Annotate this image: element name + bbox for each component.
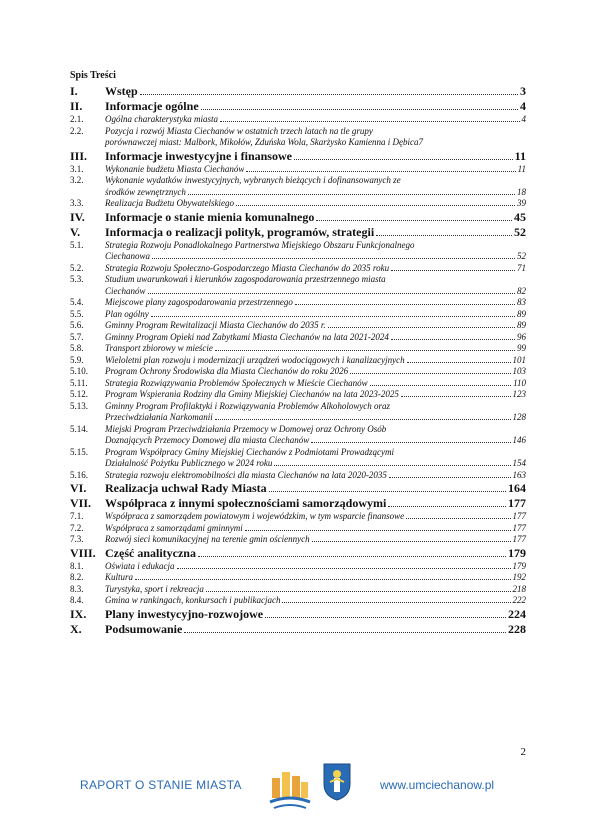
toc-entry[interactable] — [70, 309, 526, 321]
toc-entry-title: Rozwój sieci komunikacyjnej na terenie gmin ościennych — [105, 534, 310, 544]
toc-entry[interactable] — [70, 534, 526, 546]
toc-entry-title: Oświata i edukacja — [105, 560, 175, 571]
toc-chapter[interactable] — [70, 210, 526, 225]
toc-entry-title: Strategia Rozwoju Społeczno-Gospodarczego Miasta Ciechanów do 2035 roku — [105, 262, 390, 273]
toc-entry[interactable] — [70, 424, 526, 447]
toc-entry-title: Realizacja Budżetu Obywatelskiego — [105, 198, 234, 208]
toc-entry-page: 222 — [512, 595, 526, 605]
toc-entry-page: 179 — [512, 560, 526, 571]
page-number: 2 — [520, 746, 526, 758]
toc-entry[interactable] — [70, 561, 526, 573]
toc-entry-title: Plany inwestycyjno-rozwojowe — [105, 606, 264, 621]
toc-entry-title-line: Przeciwdziałania Narkomanii — [105, 412, 213, 422]
dot-leader — [391, 270, 515, 271]
toc-entry-number: 5.15. — [70, 446, 88, 457]
toc-entry-page: 177 — [512, 522, 526, 533]
toc-entry[interactable] — [70, 355, 526, 367]
toc-entry[interactable] — [70, 389, 526, 401]
coat-of-arms-icon — [322, 762, 352, 802]
toc-entry-page: 103 — [512, 366, 526, 376]
toc-entry-page: 7 — [418, 137, 423, 147]
dot-leader — [245, 530, 511, 531]
toc-entry-page: 164 — [508, 481, 526, 495]
toc-entry-title: Gminny Program Rewitalizacji Miasta Ciechanów do 2035 r. — [105, 320, 326, 330]
toc-entry-number: 3.2. — [70, 175, 84, 185]
toc-entry-number: 5.2. — [70, 262, 84, 273]
toc-entry[interactable] — [70, 470, 526, 482]
toc-entry-title: Strategia rozwoju elektromobilności dla miasta Ciechanów na lata 2020-2035 — [105, 469, 387, 480]
toc-entry-title: Informacja o realizacji polityk, programów, strategii — [105, 224, 375, 239]
toc-entry[interactable] — [70, 511, 526, 523]
dot-leader — [206, 591, 511, 592]
dot-leader — [236, 205, 515, 206]
toc-entry-page: 99 — [517, 343, 526, 353]
toc-entry-page: 123 — [512, 389, 526, 399]
dot-leader — [198, 556, 506, 557]
toc-entry[interactable] — [70, 164, 526, 176]
toc-chapter[interactable] — [70, 546, 526, 561]
toc-entry-title-line: Wykonanie wydatków inwestycyjnych, wybranych bieżących i dofinansowanych ze — [105, 175, 401, 185]
toc-entry-title: Turystyka, sport i rekreacja — [105, 583, 204, 594]
toc-entry-title-line: Doznających Przemocy Domowej dla miasta Ciechanów — [105, 435, 310, 445]
dot-leader — [140, 94, 518, 95]
toc-chapter[interactable] — [70, 607, 526, 622]
table-of-contents — [70, 84, 526, 637]
toc-entry-number: 2.1. — [70, 114, 84, 124]
toc-entry-title-line: Miejski Program Przeciwdziałania Przemocy w Domowej oraz Ochrony Osób — [105, 423, 387, 434]
toc-chapter[interactable] — [70, 84, 526, 99]
toc-entry-page: 52 — [517, 251, 526, 261]
toc-entry-number: III. — [70, 148, 88, 163]
toc-chapter[interactable] — [70, 622, 526, 637]
toc-entry[interactable] — [70, 595, 526, 607]
toc-entry-title: Informacje inwestycyjne i finansowe — [105, 148, 292, 163]
toc-entry-page: 89 — [517, 320, 526, 330]
dot-leader — [316, 220, 512, 221]
dot-leader — [328, 327, 515, 328]
dot-leader — [294, 159, 513, 160]
toc-entry-number: 5.14. — [70, 423, 88, 434]
toc-entry-page: 83 — [517, 297, 526, 307]
toc-entry[interactable] — [70, 447, 526, 470]
toc-chapter[interactable] — [70, 99, 526, 114]
dot-leader — [151, 316, 515, 317]
toc-entry[interactable] — [70, 297, 526, 309]
dot-leader — [295, 304, 515, 305]
toc-entry[interactable] — [70, 366, 526, 378]
footer — [0, 760, 594, 820]
toc-entry-number: II. — [70, 99, 83, 113]
toc-entry-number: 5.6. — [70, 320, 84, 330]
toc-entry-title-line: porównawczej miast: Malbork, Mikołów, Zduńska Wola, Skarżysko Kamienna i Dębica — [105, 137, 419, 147]
dot-leader — [246, 171, 515, 172]
dot-leader — [376, 235, 512, 236]
toc-entry-page: 52 — [514, 224, 526, 239]
toc-entry-page: 45 — [514, 209, 526, 224]
toc-entry-number: VIII. — [70, 545, 96, 560]
toc-entry-number: 5.16. — [70, 469, 88, 480]
toc-entry-title-line: Strategia Rozwoju Ponadlokalnego Partnerstwa Miejskiego Obszaru Funkcjonalnego — [105, 239, 415, 250]
dot-leader — [389, 477, 511, 478]
toc-entry-number: 8.3. — [70, 583, 84, 594]
toc-entry-title: Wieloletni plan rozwoju i modernizacji urządzeń wodociągowych i kanalizacyjnych — [105, 354, 405, 365]
dot-leader — [188, 194, 515, 195]
toc-entry-title: Wstęp — [105, 84, 138, 98]
toc-entry[interactable] — [70, 523, 526, 535]
toc-entry-title: Program Ochrony Środowiska dla Miasta Ciechanów do roku 2026 — [105, 366, 349, 376]
toc-entry-page: 110 — [513, 377, 526, 388]
toc-entry-title: Plan ogólny — [105, 308, 149, 319]
toc-entry-page: 228 — [508, 621, 526, 636]
dot-leader — [269, 491, 506, 492]
toc-entry-title-line: Pozycja i rozwój Miasta Ciechanów w ostatnich trzech latach na tle grupy — [105, 125, 373, 136]
toc-entry-number: IX. — [70, 606, 87, 621]
toc-entry-number: IV. — [70, 209, 85, 224]
toc-entry-number: 5.12. — [70, 389, 88, 399]
toc-entry-number: 5.9. — [70, 354, 84, 365]
toc-entry-number: 5.8. — [70, 343, 84, 353]
toc-entry-page: 154 — [512, 458, 526, 468]
toc-entry-page: 179 — [508, 545, 526, 560]
dot-leader — [391, 339, 515, 340]
toc-entry-page: 89 — [517, 308, 526, 319]
toc-entry-number: VII. — [70, 496, 92, 510]
toc-entry-number: 7.1. — [70, 511, 84, 521]
toc-entry-page: 177 — [512, 511, 526, 521]
toc-entry[interactable] — [70, 126, 526, 149]
dot-leader — [265, 617, 506, 618]
toc-entry[interactable] — [70, 175, 526, 198]
toc-entry-number: 5.5. — [70, 308, 84, 319]
toc-entry[interactable] — [70, 263, 526, 275]
toc-entry-number: 7.2. — [70, 522, 84, 533]
dot-leader — [152, 258, 515, 259]
toc-entry[interactable] — [70, 584, 526, 596]
toc-entry-title-line: Ciechanów — [105, 285, 146, 296]
toc-entry-title: Część analityczna — [105, 545, 196, 560]
toc-entry-title: Informacje ogólne — [105, 99, 199, 113]
footer-report-title: RAPORT O STANIE MIASTA — [80, 778, 242, 792]
toc-entry-page: 18 — [517, 186, 526, 197]
toc-entry-number: 2.2. — [70, 125, 84, 136]
dot-leader — [311, 442, 510, 443]
toc-entry-title-line: Studium uwarunkowań i kierunków zagospodarowania przestrzennego miasta — [105, 274, 386, 284]
toc-entry[interactable] — [70, 240, 526, 263]
toc-entry-number: 8.1. — [70, 560, 84, 571]
toc-entry-page: 96 — [517, 331, 526, 342]
toc-chapter[interactable] — [70, 149, 526, 164]
toc-entry-title: Kultura — [105, 572, 134, 582]
toc-entry-page: 177 — [512, 534, 526, 544]
toc-entry-page: 4 — [521, 114, 526, 124]
toc-entry-page: 3 — [520, 84, 526, 98]
toc-entry-page: 224 — [508, 606, 526, 621]
dot-leader — [184, 632, 506, 633]
toc-entry-page: 163 — [512, 469, 526, 480]
toc-entry-page: 39 — [517, 198, 526, 208]
toc-entry-page: 101 — [512, 354, 526, 365]
toc-entry-title: Współpraca z samorządem powiatowym i wojewódzkim, w tym wsparcie finansowe — [105, 511, 405, 521]
toc-entry-number: 5.4. — [70, 297, 84, 307]
toc-chapter[interactable] — [70, 225, 526, 240]
dot-leader — [350, 373, 510, 374]
toc-entry[interactable] — [70, 378, 526, 390]
toc-entry-number: 5.7. — [70, 331, 84, 342]
toc-entry-title-line: Ciechanowa — [105, 251, 150, 261]
dot-leader — [177, 568, 511, 569]
dot-leader — [370, 385, 512, 386]
toc-entry-number: 5.13. — [70, 400, 88, 411]
toc-entry-title-line: środków zewnętrznych — [105, 186, 186, 197]
city-logo-icon — [268, 764, 312, 812]
toc-entry-page: 82 — [517, 285, 526, 296]
toc-entry-number: 8.2. — [70, 572, 84, 582]
toc-entry-page: 146 — [512, 435, 526, 445]
toc-entry-number: 5.11. — [70, 377, 88, 388]
dot-leader — [406, 518, 510, 519]
toc-entry-page: 177 — [508, 496, 526, 510]
dot-leader — [220, 121, 520, 122]
toc-entry-page: 11 — [514, 148, 526, 163]
dot-leader — [312, 541, 511, 542]
toc-entry[interactable] — [70, 332, 526, 344]
toc-entry-title: Transport zbiorowy w mieście — [105, 343, 213, 353]
dot-leader — [201, 109, 518, 110]
toc-entry-title: Program Wspierania Rodziny dla Gminy Miejskiej Ciechanów na lata 2023-2025 — [105, 389, 399, 399]
toc-entry-title: Współpraca z innymi społecznościami samorządowymi — [105, 496, 387, 510]
toc-entry-number: V. — [70, 224, 81, 239]
dot-leader — [388, 506, 506, 507]
toc-entry-number: I. — [70, 84, 78, 98]
toc-entry[interactable] — [70, 114, 526, 126]
toc-entry-title: Miejscowe plany zagospodarowania przestrzennego — [105, 297, 293, 307]
toc-entry[interactable] — [70, 572, 526, 584]
toc-entry-title: Podsumowanie — [105, 621, 183, 636]
toc-entry-number: X. — [70, 621, 82, 636]
toc-entry-title: Gmina w rankingach, konkursach i publikacjach — [105, 595, 281, 605]
toc-entry[interactable] — [70, 343, 526, 355]
dot-leader — [274, 465, 510, 466]
dot-leader — [135, 579, 510, 580]
toc-entry-title: Strategia Rozwiązywania Problemów Społecznych w Mieście Ciechanów — [105, 377, 368, 388]
dot-leader — [148, 293, 516, 294]
toc-title: Spis Treści — [70, 70, 116, 81]
toc-entry-number: 3.1. — [70, 163, 84, 174]
dot-leader — [282, 602, 510, 603]
toc-entry-number: 7.3. — [70, 534, 84, 544]
toc-entry-number: 8.4. — [70, 595, 84, 605]
toc-entry-page: 71 — [517, 262, 526, 273]
dot-leader — [407, 362, 511, 363]
toc-entry[interactable] — [70, 274, 526, 297]
toc-entry-title: Współpraca z samorządami gminnymi — [105, 522, 243, 533]
toc-entry-title-line: Gminny Program Profilaktyki i Rozwiązywania Problemów Alkoholowych oraz — [105, 400, 391, 411]
toc-entry-page: 128 — [512, 412, 526, 422]
toc-entry-title: Gminny Program Opieki nad Zabytkami Miasta Ciechanów na lata 2021-2024 — [105, 331, 389, 342]
toc-entry[interactable] — [70, 401, 526, 424]
toc-entry-number: 3.3. — [70, 198, 84, 208]
toc-entry[interactable] — [70, 198, 526, 210]
toc-entry-title-line: Działalność Pożytku Publicznego w 2024 roku — [105, 458, 273, 468]
toc-entry-page: 11 — [517, 163, 526, 174]
toc-entry-number: 5.3. — [70, 274, 84, 284]
toc-entry-page: 192 — [512, 572, 526, 582]
toc-entry-number: 5.10. — [70, 366, 88, 376]
toc-chapter[interactable] — [70, 481, 526, 496]
footer-website[interactable]: www.umciechanow.pl — [380, 778, 495, 792]
toc-entry-page: 4 — [520, 99, 526, 113]
toc-entry-title-line: Program Współpracy Gminy Miejskiej Ciechanów z Podmiotami Prowadzącymi — [105, 446, 395, 457]
toc-chapter[interactable] — [70, 496, 526, 511]
toc-entry[interactable] — [70, 320, 526, 332]
toc-entry-title: Realizacja uchwał Rady Miasta — [105, 481, 267, 495]
toc-entry-title: Ogólna charakterystyka miasta — [105, 114, 218, 124]
dot-leader — [401, 396, 511, 397]
toc-entry-title: Wykonanie budżetu Miasta Ciechanów — [105, 163, 245, 174]
toc-entry-number: 5.1. — [70, 239, 84, 250]
toc-entry-page: 218 — [512, 583, 526, 594]
dot-leader — [215, 350, 515, 351]
toc-entry-title: Informacje o stanie mienia komunalnego — [105, 209, 315, 224]
toc-entry-number: VI. — [70, 481, 87, 495]
dot-leader — [215, 419, 511, 420]
